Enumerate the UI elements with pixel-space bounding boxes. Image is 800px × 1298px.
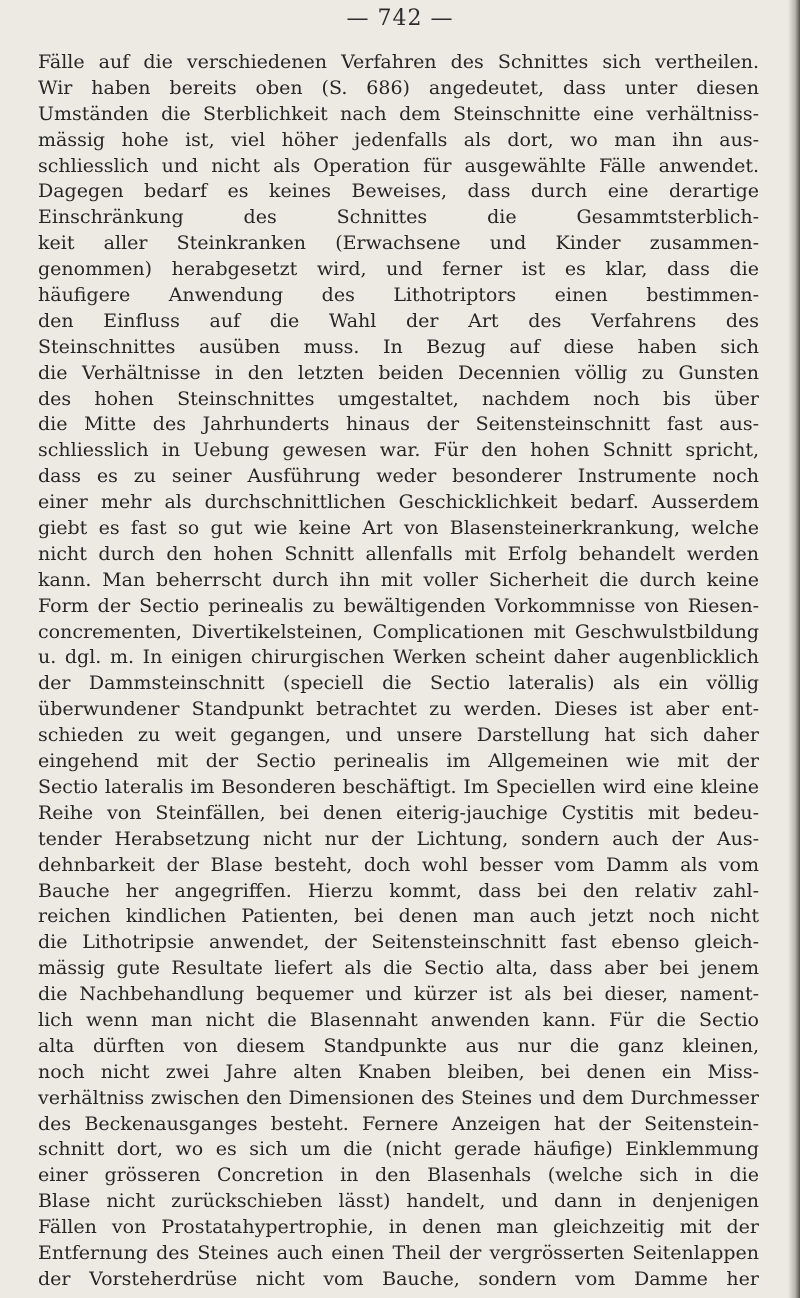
text-line: Blase nicht zurückschieben lässt) handelt, und dann in denjenigen [38,1190,759,1213]
text-line: der Dammsteinschnitt (speciell die Sectio lateralis) als ein völlig [38,672,759,695]
text-line: häufigere Anwendung des Lithotriptors einen bestimmen- [38,284,759,307]
text-line: überwundener Standpunkt betrachtet zu werden. Dieses ist aber ent- [38,698,759,721]
text-line: giebt es fast so gut wie keine Art von Blasensteinerkrankung, welche [38,517,759,540]
text-line: u. dgl. m. In einigen chirurgischen Werken scheint daher augenblicklich [38,646,759,669]
text-line: des Beckenausganges besteht. Fernere Anzeigen hat der Seitenstein- [38,1112,759,1135]
text-line: mässig gute Resultate liefert als die Sectio alta, dass aber bei jenem [38,957,759,980]
text-line: Reihe von Steinfällen, bei denen eiterig-jauchige Cystitis mit bedeu- [38,801,759,824]
text-line: reichen kindlichen Patienten, bei denen man auch jetzt noch nicht [38,905,759,928]
text-line: einer grösseren Concretion in den Blasenhals (welche sich in die [38,1164,759,1187]
text-line: Entfernung des Steines auch einen Theil der vergrösserten Seitenlappen [38,1241,759,1264]
text-line: kann. Man beherrscht durch ihn mit voller Sicherheit die durch keine [38,568,759,591]
text-line: schnitt dort, wo es sich um die (nicht gerade häufige) Einklemmung [38,1138,759,1161]
text-line: tender Herabsetzung nicht nur der Lichtung, sondern auch der Aus- [38,827,759,850]
body-text [38,50,759,1293]
text-line: keit aller Steinkranken (Erwachsene und Kinder zusammen- [38,232,759,255]
text-line: nicht durch den hohen Schnitt allenfalls mit Erfolg behandelt werden [38,542,759,565]
text-line: die Lithotripsie anwendet, der Seitensteinschnitt fast ebenso gleich- [38,931,759,954]
text-line: Sectio lateralis im Besonderen beschäftigt. Im Speciellen wird eine kleine [38,775,759,798]
text-line: den Einfluss auf die Wahl der Art des Verfahrens des [38,309,759,332]
text-line: schliesslich und nicht als Operation für ausgewählte Fälle anwendet. [38,154,759,177]
text-line: einer mehr als durchschnittlichen Geschicklichkeit bedarf. Ausserdem [38,491,759,514]
page-edge-shadow [788,0,800,1298]
text-line: verhältniss zwischen den Dimensionen des Steines und dem Durchmesser [38,1086,759,1109]
text-line: des hohen Steinschnittes umgestaltet, nachdem noch bis über [38,387,759,410]
text-line: Wir haben bereits oben (S. 686) angedeutet, dass unter diesen [38,76,759,99]
text-line: Umständen die Sterblichkeit nach dem Steinschnitte eine verhältniss- [38,102,759,125]
text-line: lich wenn man nicht die Blasennaht anwenden kann. Für die Sectio [38,1008,759,1031]
text-line: Einschränkung des Schnittes die Gesammtsterblich- [38,206,759,229]
text-line: alta dürften von diesem Standpunkte aus nur die ganz kleinen, [38,1034,759,1057]
text-line: dass es zu seiner Ausführung weder besonderer Instrumente noch [38,465,759,488]
text-line: schieden zu weit gegangen, und unsere Darstellung hat sich daher [38,724,759,747]
text-line: eingehend mit der Sectio perinealis im Allgemeinen wie mit der [38,750,759,773]
text-line: dehnbarkeit der Blase besteht, doch wohl besser vom Damm als vom [38,853,759,876]
text-line: Form der Sectio perinealis zu bewältigenden Vorkommnisse von Riesen- [38,594,759,617]
text-line: Bauche her angegriffen. Hierzu kommt, dass bei den relativ zahl- [38,879,759,902]
text-line: die Nachbehandlung bequemer und kürzer ist als bei dieser, nament- [38,983,759,1006]
text-line: concrementen, Divertikelsteinen, Complicationen mit Geschwulstbildung [38,620,759,643]
text-line: die Verhältnisse in den letzten beiden Decennien völlig zu Gunsten [38,361,759,384]
text-line: Fälle auf die verschiedenen Verfahren des Schnittes sich vertheilen. [38,51,759,73]
text-line: genommen) herabgesetzt wird, und ferner ist es klar, dass die [38,258,759,281]
text-line: Steinschnittes ausüben muss. In Bezug auf diese haben sich [38,335,759,358]
text-line: noch nicht zwei Jahre alten Knaben bleiben, bei denen ein Miss- [38,1060,759,1083]
text-line: mässig hohe ist, viel höher jedenfalls als dort, wo man ihn aus- [38,128,759,151]
page-number: — 742 — [346,6,454,31]
text-line: der Vorsteherdrüse nicht vom Bauche, sondern vom Damme her [38,1267,759,1290]
text-line: Fällen von Prostatahypertrophie, in denen man gleichzeitig mit der [38,1216,759,1239]
text-line: schliesslich in Uebung gewesen war. Für den hohen Schnitt spricht, [38,439,759,462]
text-line: die Mitte des Jahrhunderts hinaus der Seitensteinschnitt fast aus- [38,413,759,436]
text-line: Dagegen bedarf es keines Beweises, dass durch eine derartige [38,180,759,203]
